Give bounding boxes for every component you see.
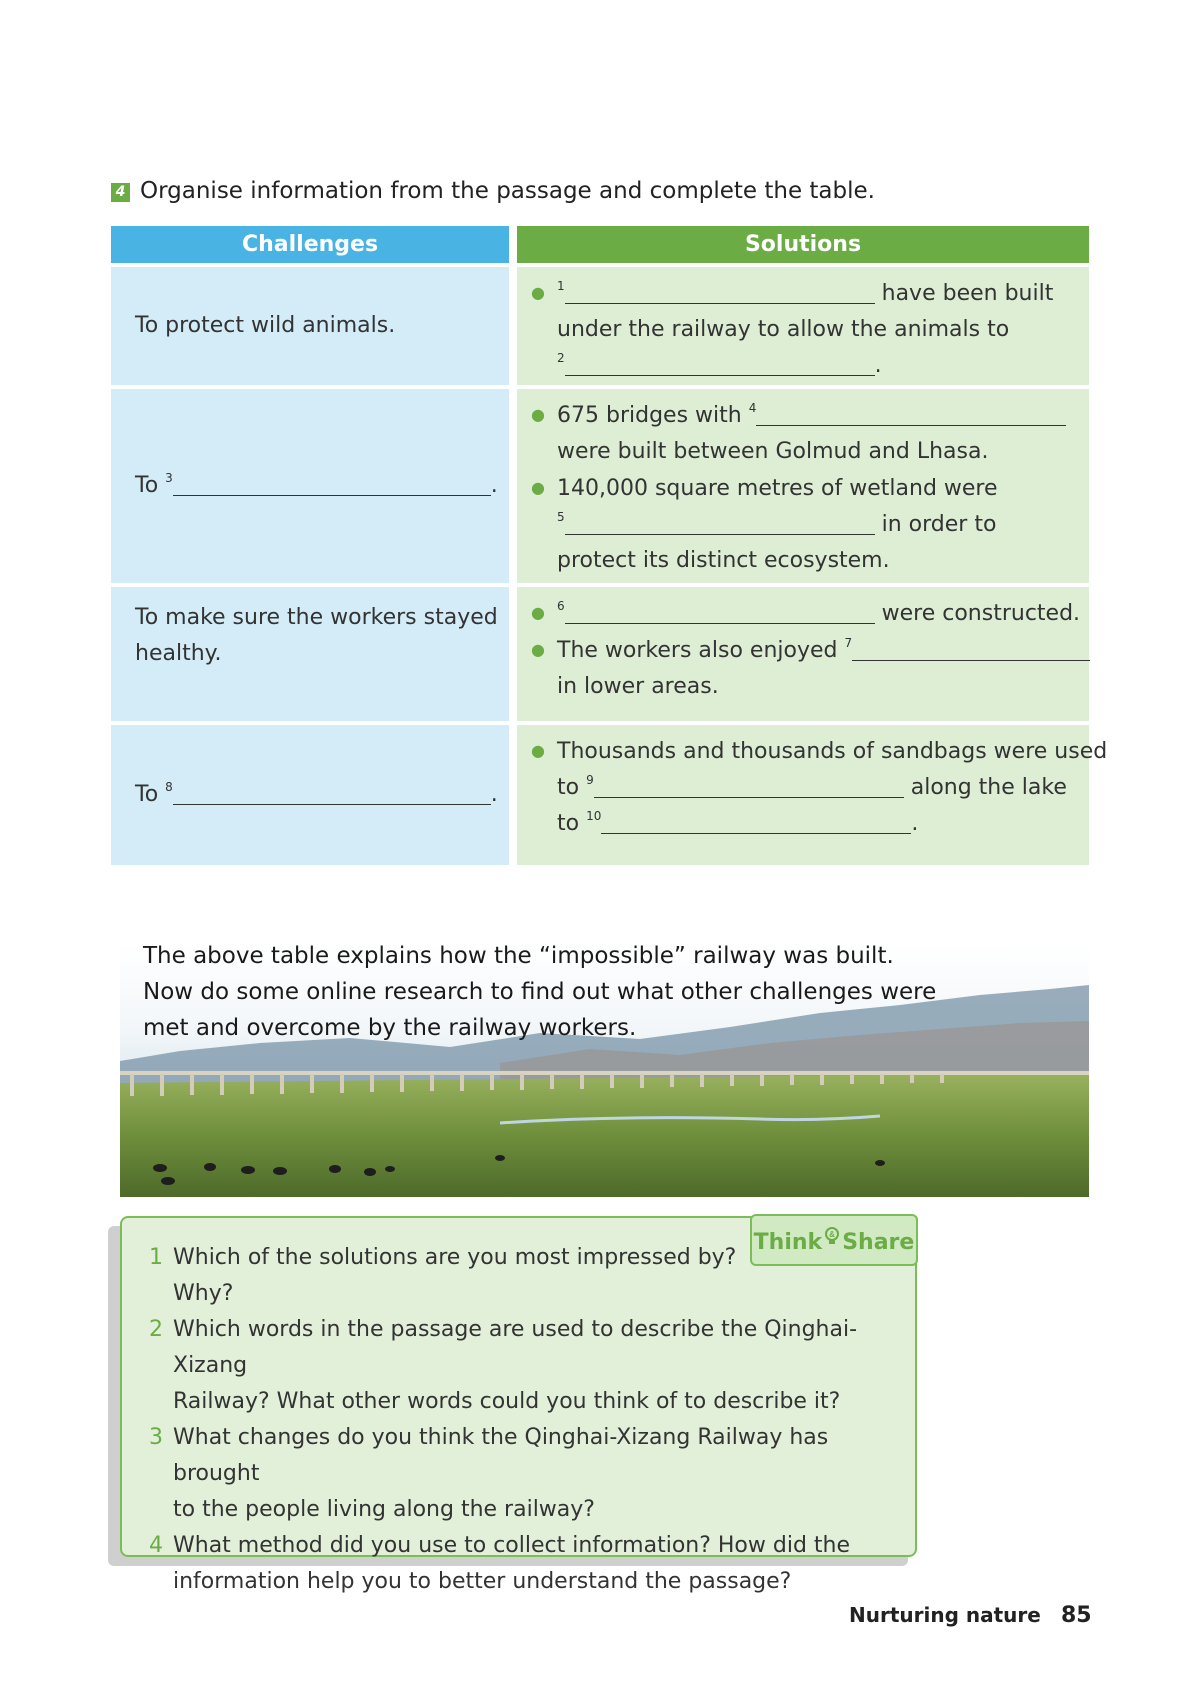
answer-blank-5[interactable] <box>565 510 875 535</box>
think-label: Think <box>753 1230 823 1255</box>
blank-number: 8 <box>165 780 173 794</box>
challenge-text: To make sure the workers stayed <box>135 605 498 630</box>
blank-number: 1 <box>557 279 565 293</box>
question-item <box>149 1240 889 1312</box>
question-text: Railway? What other words could you think of to describe it? <box>173 1389 841 1414</box>
bullet-icon: ● <box>531 741 545 760</box>
solution-text: protect its distinct ecosystem. <box>557 548 890 573</box>
research-text-line: Now do some online research to find out what other challenges were <box>143 979 937 1005</box>
answer-blank-9[interactable] <box>594 773 904 798</box>
question-item <box>149 1312 889 1420</box>
challenge-cell-1 <box>111 267 509 385</box>
solution-text: to <box>557 775 587 800</box>
answer-blank-6[interactable] <box>565 599 875 624</box>
blank-number: 3 <box>165 471 173 485</box>
challenge-text: . <box>490 473 498 498</box>
footer-section-title: Nurturing nature <box>849 1603 1041 1627</box>
solutions-header: Solutions <box>517 226 1089 263</box>
solution-text: were constructed. <box>874 601 1081 626</box>
question-item <box>149 1420 889 1528</box>
solution-cell-4 <box>517 725 1108 865</box>
solution-text: . <box>911 811 919 836</box>
question-text: Which of the solutions are you most impressed by? <box>173 1245 737 1270</box>
bullet-icon: ● <box>531 640 545 659</box>
blank-number: 2 <box>557 351 565 365</box>
solution-cell-1 <box>517 267 1089 385</box>
activity-instruction <box>111 178 875 204</box>
page-number: 85 <box>1061 1603 1092 1628</box>
question-text: Why? <box>173 1281 234 1306</box>
blank-number: 5 <box>557 510 565 524</box>
research-text-line: The above table explains how the “impossible” railway was built. <box>143 943 894 969</box>
challenge-cell-4 <box>111 725 509 865</box>
answer-blank-2[interactable] <box>565 351 875 376</box>
instruction-text: Organise information from the passage and complete the table. <box>140 178 875 204</box>
research-prompt <box>143 938 936 1046</box>
question-number: 4 <box>149 1533 163 1558</box>
blank-number: 9 <box>586 773 594 787</box>
think-share-questions <box>149 1240 889 1600</box>
answer-blank-10[interactable] <box>601 809 911 834</box>
challenge-text: To <box>135 782 166 807</box>
question-text: What method did you use to collect information? How did the <box>173 1533 851 1558</box>
solution-text: along the lake <box>903 775 1067 800</box>
question-number: 2 <box>149 1317 163 1342</box>
solution-text: in lower areas. <box>557 674 719 699</box>
answer-blank-3[interactable] <box>173 471 491 496</box>
question-text: Which words in the passage are used to describe the Qinghai-Xizang <box>173 1317 858 1378</box>
activity-number-badge: 4 <box>111 183 130 202</box>
challenge-cell-2 <box>111 389 509 583</box>
question-text: to the people living along the railway? <box>173 1497 595 1522</box>
share-label: Share <box>842 1230 915 1255</box>
answer-blank-8[interactable] <box>173 780 491 805</box>
solution-cell-3 <box>517 587 1089 721</box>
bullet-icon: ● <box>531 283 545 302</box>
solution-text: under the railway to allow the animals to <box>557 317 1010 342</box>
question-number: 1 <box>149 1245 163 1270</box>
question-text: information help you to better understand the passage? <box>173 1569 792 1594</box>
blank-number: 6 <box>557 599 565 613</box>
challenge-cell-3 <box>111 587 509 721</box>
question-text: What changes do you think the Qinghai-Xizang Railway has brought <box>173 1425 829 1486</box>
bullet-icon: ● <box>531 478 545 497</box>
question-item <box>149 1528 889 1600</box>
blank-number: 4 <box>748 401 757 415</box>
solution-text: in order to <box>874 512 997 537</box>
blank-number: 10 <box>586 809 602 823</box>
challenge-text: To protect wild animals. <box>135 313 396 338</box>
solution-text: The workers also enjoyed <box>557 638 845 663</box>
challenges-header: Challenges <box>111 226 509 263</box>
bullet-icon: ● <box>531 603 545 622</box>
solution-cell-2 <box>517 389 1089 583</box>
answer-blank-1[interactable] <box>565 279 875 304</box>
answer-blank-7[interactable] <box>852 636 1090 661</box>
challenge-text: . <box>490 782 498 807</box>
solution-text: were built between Golmud and Lhasa. <box>557 439 989 464</box>
solution-text: . <box>874 353 882 378</box>
bullet-icon: ● <box>531 405 545 424</box>
blank-number: 7 <box>844 636 853 650</box>
solution-text: 675 bridges with <box>557 403 749 428</box>
ampersand-label: & <box>829 1230 836 1239</box>
solution-text: have been built <box>874 281 1054 306</box>
question-number: 3 <box>149 1425 163 1450</box>
solution-text: Thousands and thousands of sandbags were used <box>557 739 1108 764</box>
research-text-line: met and overcome by the railway workers. <box>143 1015 637 1041</box>
solution-text: to <box>557 811 587 836</box>
solution-text: 140,000 square metres of wetland were <box>557 476 998 501</box>
challenge-text: To <box>135 473 166 498</box>
challenge-text: healthy. <box>135 641 222 666</box>
answer-blank-4[interactable] <box>756 401 1066 426</box>
